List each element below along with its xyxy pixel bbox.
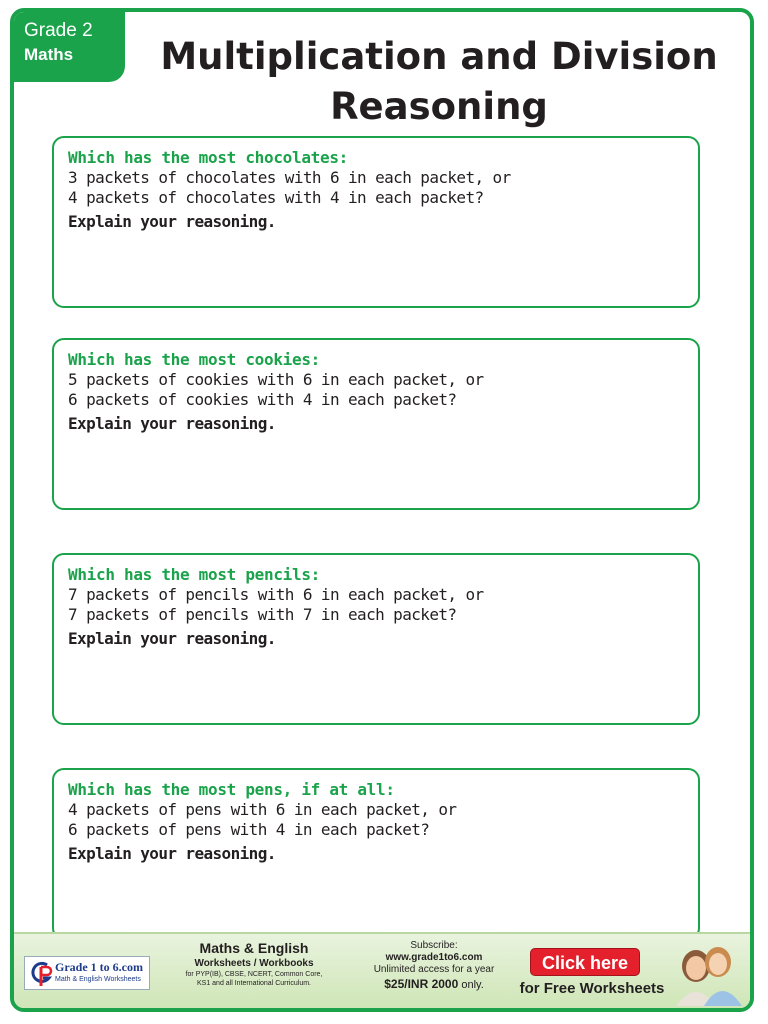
question-heading: Which has the most chocolates:: [68, 148, 348, 167]
question-box-2: [52, 338, 700, 510]
subscribe-price: $25/INR 2000: [384, 977, 459, 991]
kids-photo-icon: [666, 938, 746, 1006]
logo-mark-icon: [29, 959, 55, 987]
grade-label: Grade 2: [24, 20, 93, 41]
products-line: KS1 and all International Curriculum.: [196, 980, 311, 987]
footer-banner: [14, 932, 750, 1008]
subscribe-label: Subscribe:: [410, 940, 458, 951]
worksheet-frame: [10, 8, 754, 1012]
question-line: 4 packets of chocolates with 4 in each packet?: [68, 188, 484, 207]
question-box-3: [52, 553, 700, 725]
question-heading: Which has the most cookies:: [68, 350, 320, 369]
products-line: for PYP(IB), CBSE, NCERT, Common Core,: [185, 971, 323, 978]
subscribe-access: Unlimited access for a year: [373, 964, 495, 975]
question-heading: Which has the most pens, if at all:: [68, 780, 395, 799]
logo-tagline: Math & English Worksheets: [55, 976, 141, 983]
grade-badge: [14, 12, 125, 82]
question-line: 7 packets of pencils with 7 in each packet?: [68, 605, 457, 624]
question-line: 5 packets of cookies with 6 in each packet, or: [68, 370, 484, 389]
site-logo[interactable]: [24, 956, 150, 990]
page-title-line1: Multiplication and Division: [160, 35, 718, 78]
subscribe-only: only.: [461, 979, 484, 991]
question-line: 6 packets of pens with 4 in each packet?: [68, 820, 430, 839]
subscribe-price-row: [354, 976, 514, 993]
question-line: 6 packets of cookies with 4 in each packet?: [68, 390, 457, 409]
question-box-4: [52, 768, 700, 940]
products-sub: Worksheets / Workbooks: [194, 958, 314, 969]
explain-prompt: Explain your reasoning.: [68, 212, 276, 231]
question-line: 7 packets of pencils with 6 in each packet, or: [68, 585, 484, 604]
question-line: 4 packets of pens with 6 in each packet, or: [68, 800, 457, 819]
explain-prompt: Explain your reasoning.: [68, 629, 276, 648]
page-title: [134, 32, 744, 132]
question-heading: Which has the most pencils:: [68, 565, 320, 584]
question-line: 3 packets of chocolates with 6 in each packet, or: [68, 168, 511, 187]
products-info: [174, 940, 334, 988]
page-title-line2: Reasoning: [330, 85, 548, 128]
question-box-1: [52, 136, 700, 308]
subscribe-info: [354, 940, 514, 993]
products-heading: Maths & English: [199, 940, 309, 956]
explain-prompt: Explain your reasoning.: [68, 844, 276, 863]
free-worksheets-label[interactable]: for Free Worksheets: [519, 980, 665, 997]
subject-label: Maths: [24, 45, 74, 64]
logo-brand: Grade 1 to 6.com: [55, 960, 143, 974]
click-here-button[interactable]: Click here: [530, 948, 640, 976]
subscribe-url[interactable]: www.grade1to6.com: [385, 952, 483, 963]
explain-prompt: Explain your reasoning.: [68, 414, 276, 433]
